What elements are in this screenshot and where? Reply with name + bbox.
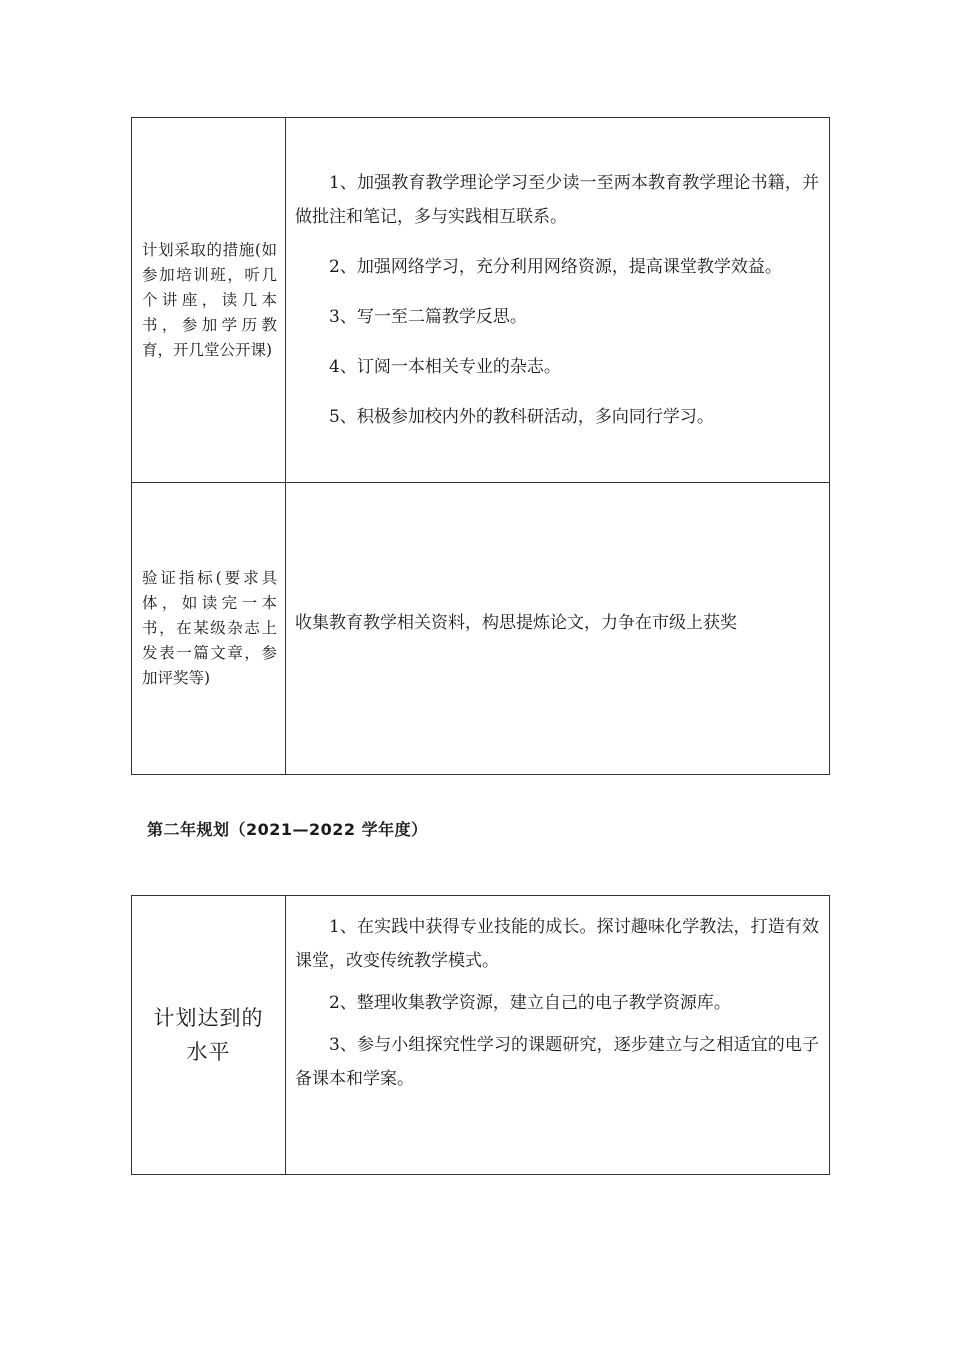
- level-item-1: 1、在实践中获得专业技能的成长。探讨趣味化学教法，打造有效课堂，改变传统教学模式。: [295, 917, 819, 971]
- level-label-cell: [132, 896, 286, 1175]
- measures-content-cell: [286, 118, 830, 483]
- indicator-text: 收集教育教学相关资料，构思提炼论文，力争在市级上获奖: [295, 612, 737, 633]
- measures-row: [132, 118, 830, 483]
- level-label: 计划达到的水平: [153, 1006, 264, 1064]
- indicator-row: [132, 483, 830, 775]
- measure-item-1: 1、加强教育教学理论学习至少读一至两本教育教学理论书籍，并做批注和笔记，多与实践相互联系。: [295, 173, 819, 227]
- indicator-content-cell: [286, 483, 830, 775]
- section-title-year2: 第二年规划（2021—2022 学年度）: [147, 820, 428, 839]
- year1-plan-table: [131, 117, 830, 775]
- level-content-cell: [286, 896, 830, 1175]
- level-row: [132, 896, 830, 1175]
- measure-item-5: 5、积极参加校内外的教科研活动，多向同行学习。: [329, 407, 714, 427]
- measures-label-cell: [132, 118, 286, 483]
- measures-label: 计划采取的措施(如参加培训班，听几个讲座，读几本书，参加学历教育，开几堂公开课): [142, 240, 277, 359]
- measure-item-2: 2、加强网络学习，充分利用网络资源，提高课堂教学效益。: [329, 257, 782, 277]
- measure-item-3: 3、写一至二篇教学反思。: [329, 307, 527, 327]
- indicator-label: 验证指标(要求具体，如读完一本书，在某级杂志上发表一篇文章，参加评奖等): [142, 569, 277, 687]
- year2-plan-table: [131, 895, 830, 1175]
- measure-item-4: 4、订阅一本相关专业的杂志。: [329, 357, 561, 377]
- indicator-label-cell: [132, 483, 286, 775]
- level-item-2: 2、整理收集教学资源，建立自己的电子教学资源库。: [329, 993, 731, 1013]
- level-item-3: 3、参与小组探究性学习的课题研究，逐步建立与之相适宜的电子备课本和学案。: [295, 1035, 819, 1089]
